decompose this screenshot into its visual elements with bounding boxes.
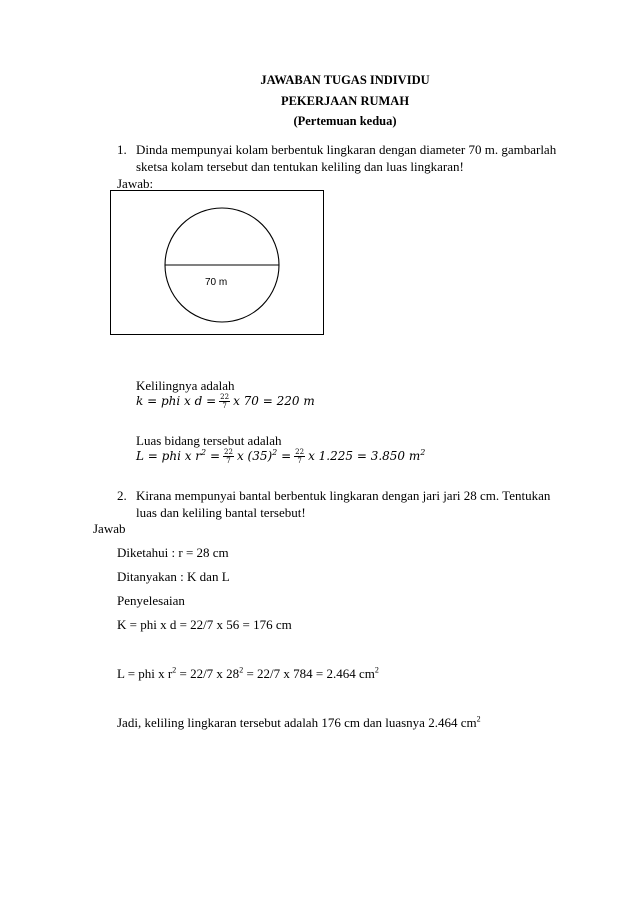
luas-exponent-3: 2	[420, 448, 426, 457]
luas-exponent-1: 2	[201, 448, 207, 457]
keliling-calculation: K = phi x d = 22/7 x 56 = 176 cm	[117, 617, 292, 632]
luas-label: Luas bidang tersebut adalah	[136, 433, 282, 448]
keliling-fraction	[219, 393, 230, 410]
luas-fraction-2-numerator: 22	[295, 448, 305, 456]
luas-equals-1: =	[209, 449, 221, 463]
question-2-text-line-2: luas dan keliling bantal tersebut!	[136, 505, 306, 520]
luas-calc-part-a: L = phi x r	[117, 666, 173, 681]
question-1-text-line-2: sketsa kolam tersebut dan tentukan keliling dan luas lingkaran!	[136, 159, 464, 174]
question-2-number: 2.	[117, 488, 127, 503]
luas-calculation	[117, 666, 379, 682]
luas-calc-exponent-2: 2	[239, 665, 244, 675]
conclusion-exponent: 2	[476, 714, 481, 724]
keliling-label: Kelilingnya adalah	[136, 378, 235, 393]
question-2-answer-label: Jawab	[93, 521, 126, 536]
luas-fraction-1-numerator: 22	[224, 448, 233, 456]
luas-calc-part-b: = 22/7 x 28	[176, 666, 240, 681]
keliling-fraction-numerator: 22	[220, 393, 230, 401]
document-subtitle: PEKERJAAN RUMAH	[280, 94, 410, 108]
luas-calc-part-c: = 22/7 x 784 = 2.464 cm	[243, 666, 375, 681]
question-2-text-line-1: Kirana mempunyai bantal berbentuk lingkaran dengan jari jari 28 cm. Tentukan	[136, 488, 551, 503]
luas-fraction-2	[294, 448, 305, 465]
luas-fraction-1	[223, 448, 234, 465]
penyelesaian-label: Penyelesaian	[117, 593, 185, 608]
question-1-number: 1.	[117, 142, 127, 157]
luas-calc-exponent-3: 2	[374, 665, 379, 675]
diketahui-line: Diketahui : r = 28 cm	[117, 545, 229, 560]
keliling-formula-part-b: x 70 = 220 m	[233, 394, 315, 408]
circle-drawing	[110, 190, 324, 335]
luas-formula-part-c: x 1.225 = 3.850 m	[308, 449, 421, 463]
keliling-formula-part-a: k = phi x d =	[136, 394, 217, 408]
question-1-answer-label: Jawab:	[117, 176, 154, 191]
luas-calc-exponent-1: 2	[172, 665, 177, 675]
meeting-label: (Pertemuan kedua)	[293, 114, 397, 128]
luas-exponent-2: 2	[272, 448, 278, 457]
luas-equals-2: =	[281, 449, 292, 463]
pond-sketch	[110, 190, 324, 335]
keliling-fraction-denominator: 7	[222, 402, 227, 410]
keliling-formula	[136, 393, 315, 410]
diameter-label: 70 m	[205, 277, 228, 288]
conclusion-text: Jadi, keliling lingkaran tersebut adalah 176 cm dan luasnya 2.464 cm	[117, 715, 477, 730]
conclusion	[117, 715, 481, 731]
luas-formula	[136, 448, 425, 465]
luas-fraction-2-denominator: 7	[297, 457, 302, 465]
ditanyakan-line: Ditanyakan : K dan L	[117, 569, 230, 584]
document-title: JAWABAN TUGAS INDIVIDU	[260, 73, 430, 87]
question-1-text-line-1: Dinda mempunyai kolam berbentuk lingkaran dengan diameter 70 m. gambarlah	[136, 142, 557, 157]
luas-formula-part-b: x (35)	[236, 449, 273, 463]
luas-formula-part-a: L = phi x r	[136, 449, 202, 463]
luas-fraction-1-denominator: 7	[226, 457, 231, 465]
